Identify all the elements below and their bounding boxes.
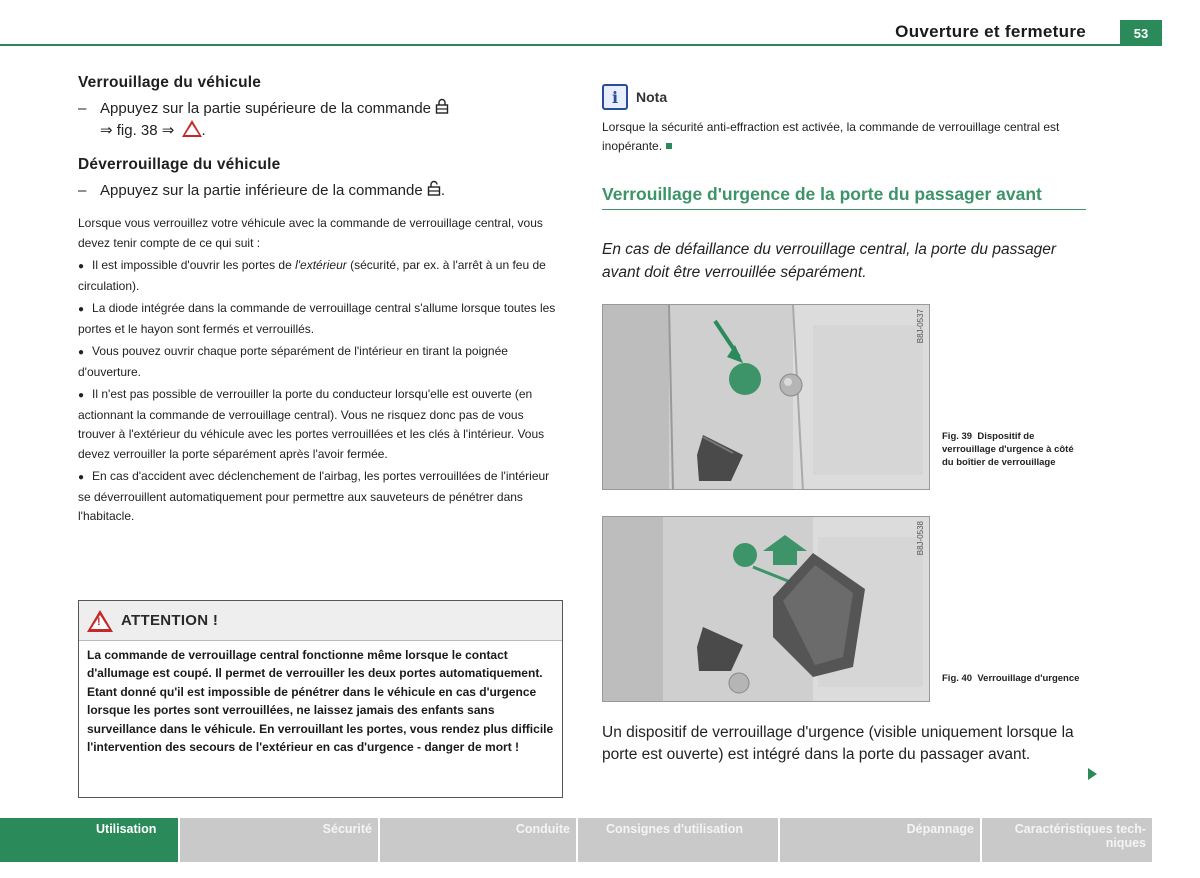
tab-consignes[interactable]: Consignes d'utilisation: [578, 818, 778, 862]
figure-40: [602, 516, 930, 702]
tab-conduite[interactable]: Conduite: [380, 818, 576, 862]
figure-39-caption: Fig. 39 Dispositif de verrouillage d'urgence à côté du boîtier de verrouillage: [942, 431, 1074, 468]
figure-code: B8J-0538: [916, 521, 925, 556]
section-heading-emergency-lock: Verrouillage d'urgence de la porte du passager avant: [602, 183, 1086, 210]
header-rule: [0, 44, 1120, 46]
attention-header: [79, 601, 562, 641]
chapter-tab-bar: [0, 818, 1200, 862]
end-mark-icon: [666, 143, 672, 149]
note-text: Lorsque la sécurité anti-effraction est activée, la commande de verrouillage central est inopérante.: [602, 120, 1060, 153]
tab-depannage[interactable]: Dépannage: [780, 818, 980, 862]
tab-securite[interactable]: Sécurité: [180, 818, 378, 862]
final-paragraph: Un dispositif de verrouillage d'urgence (visible uniquement lorsque la porte est ouverte) est intégré dans la porte du passager avant.: [602, 724, 1074, 763]
note-title: Nota: [636, 89, 668, 105]
left-column: [78, 74, 563, 527]
note-block: [602, 84, 1082, 156]
step-unlock: – Appuyez sur la partie inférieure de la commande .: [78, 180, 563, 202]
figure-39: [602, 304, 930, 490]
figure-code: B8J-0537: [916, 309, 925, 344]
figure-40-caption: Fig. 40 Verrouillage d'urgence: [942, 673, 1080, 684]
section-title-unlock: Déverrouillage du véhicule: [78, 156, 281, 173]
intro-paragraph: Lorsque vous verrouillez votre véhicule avec la commande de verrouillage central, vous devez tenir compte de ce qui suit :: [78, 216, 543, 250]
emergency-lock-illustration: [603, 517, 930, 702]
step-lock-text: Appuyez sur la partie supérieure de la commande: [100, 100, 432, 117]
bullet-item: ● Vous pouvez ouvrir chaque porte séparément de l'intérieur en tirant la poignée d'ouverture.: [78, 344, 508, 379]
step-lock: – Appuyez sur la partie supérieure de la commande ⇒ fig. 38 ⇒ .: [78, 98, 563, 142]
lead-paragraph: En cas de défaillance du verrouillage central, la porte du passager avant doit être verrouillée séparément.: [602, 241, 1057, 281]
warning-triangle-icon: [87, 610, 113, 632]
bullet-item: ● La diode intégrée dans la commande de verrouillage central s'allume lorsque toutes les portes et le hayon sont fermés et verrouillés.: [78, 301, 556, 336]
warning-icon: [182, 120, 202, 137]
page-number: 53: [1120, 20, 1162, 46]
lock-open-icon: [427, 180, 441, 202]
step-unlock-text: Appuyez sur la partie inférieure de la commande: [100, 182, 423, 199]
attention-text: La commande de verrouillage central fonctionne même lorsque le contact d'allumage est coupé. Il permet de verrouiller les deux portes automatiquement. Etant donné qu'il est impossible de pénétrer dans le véhicule en cas d'urgence lorsque les portes sont verrouillées, ne laissez jamais des enfants sans surveillance dans le véhicule. En verrouillant les portes, vous rendez plus difficile l'intervention des secours de l'extérieur en cas d'urgence - danger de mort !: [87, 648, 554, 755]
info-icon: i: [602, 84, 628, 110]
section-title-lock: Verrouillage du véhicule: [78, 74, 262, 91]
attention-title: ATTENTION !: [121, 612, 219, 629]
next-page-arrow-icon: [1088, 768, 1097, 780]
step-lock-ref: ⇒ fig. 38 ⇒: [100, 122, 175, 139]
page-header-title: Ouverture et fermeture: [895, 22, 1086, 41]
bullet-item: ● En cas d'accident avec déclenchement de l'airbag, les portes verrouillées de l'intérieur se déverrouillent automatiquement pour permettre aux sauveteurs de pénétrer dans l'habitacle.: [78, 469, 550, 523]
bullet-item: ● Il n'est pas possible de verrouiller la porte du conducteur lorsqu'elle est ouverte (en actionnant la commande de verrouillage central). Vous ne risquez donc pas de vous trouver à l'extérieur du véhicule avec les portes verrouillées et les clés à l'intérieur. Vous devez verrouiller la porte séparément après l'avoir fermée.: [78, 387, 545, 461]
attention-box: [78, 600, 563, 798]
door-lock-illustration: [603, 305, 930, 490]
tab-utilisation[interactable]: Utilisation: [0, 818, 178, 862]
bullet-item: ● Il est impossible d'ouvrir les portes de l'extérieur (sécurité, par ex. à l'arrêt à un feu de circulation).: [78, 258, 546, 293]
tab-caracteristiques[interactable]: Caractéristiques tech-niques: [982, 818, 1152, 862]
lock-closed-icon: [435, 98, 449, 120]
